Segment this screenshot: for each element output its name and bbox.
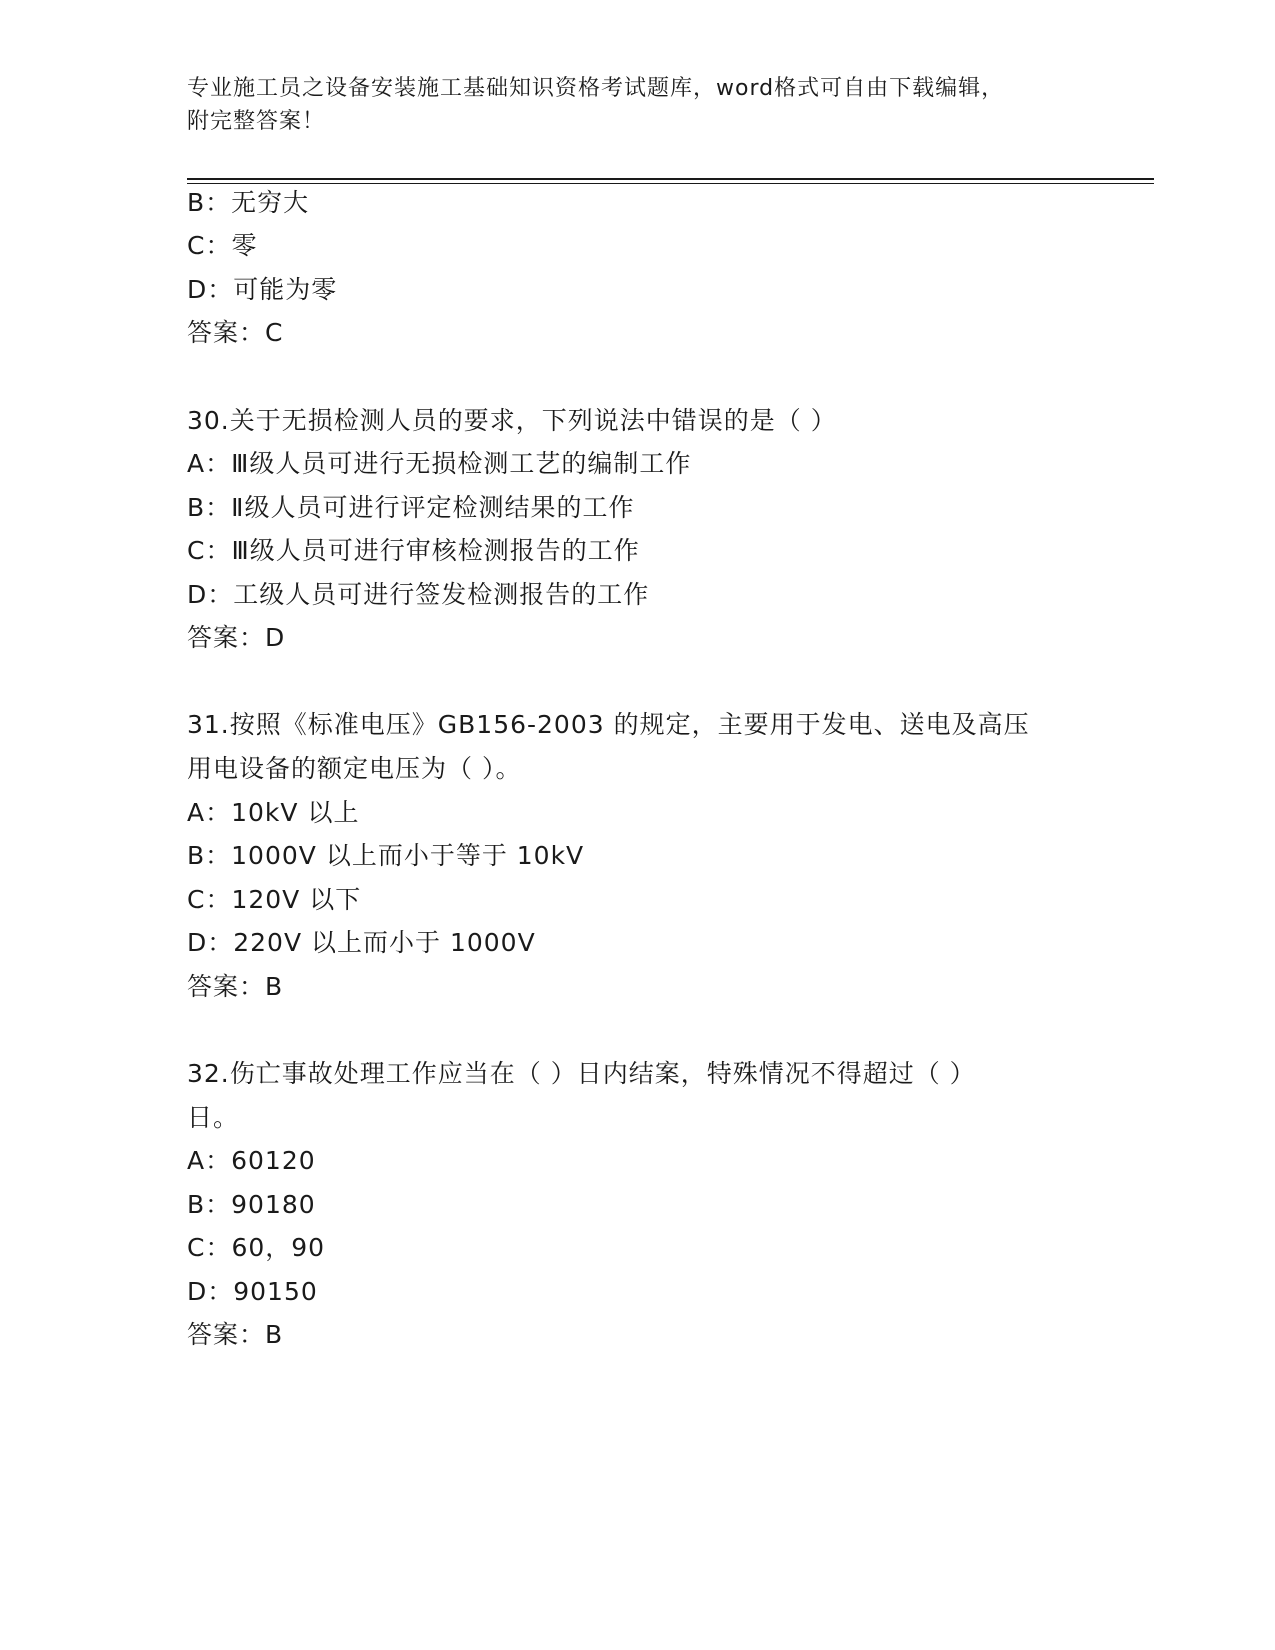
option-c: C：60，90 — [187, 1233, 326, 1262]
question-32-line-2: 日。 — [187, 1103, 240, 1132]
header-divider — [187, 178, 1154, 180]
option-c: C：零 — [187, 231, 258, 260]
answer: 答案：D — [187, 623, 286, 652]
question-30: 30.关于无损检测人员的要求，下列说法中错误的是（ ） — [187, 406, 837, 435]
option-d: D：220V 以上而小于 1000V — [187, 928, 536, 957]
answer: 答案：B — [187, 1320, 284, 1349]
option-a: A：10kV 以上 — [187, 798, 360, 827]
option-c: C：Ⅲ级人员可进行审核检测报告的工作 — [187, 536, 640, 565]
option-d: D：90150 — [187, 1277, 318, 1306]
option-a: A：Ⅲ级人员可进行无损检测工艺的编制工作 — [187, 449, 692, 478]
answer: 答案：B — [187, 972, 284, 1001]
option-a: A：60120 — [187, 1146, 316, 1175]
option-c: C：120V 以下 — [187, 885, 362, 914]
option-b: B：1000V 以上而小于等于 10kV — [187, 841, 585, 870]
question-31-line-1: 31.按照《标准电压》GB156-2003 的规定，主要用于发电、送电及高压 — [187, 710, 1030, 739]
header-divider-thin — [187, 183, 1154, 184]
question-32-line-1: 32.伤亡事故处理工作应当在（ ）日内结案，特殊情况不得超过（ ） — [187, 1059, 976, 1088]
answer: 答案：C — [187, 318, 284, 347]
option-b: B：无穷大 — [187, 188, 310, 217]
option-d: D：可能为零 — [187, 275, 338, 304]
option-b: B：Ⅱ级人员可进行评定检测结果的工作 — [187, 493, 635, 522]
document-header: 专业施工员之设备安装施工基础知识资格考试题库，word格式可自由下载编辑， 附完整答案！ — [187, 76, 1005, 134]
option-b: B：90180 — [187, 1190, 316, 1219]
question-31-line-2: 用电设备的额定电压为（ ）。 — [187, 754, 522, 783]
option-d: D：工级人员可进行签发检测报告的工作 — [187, 580, 650, 609]
